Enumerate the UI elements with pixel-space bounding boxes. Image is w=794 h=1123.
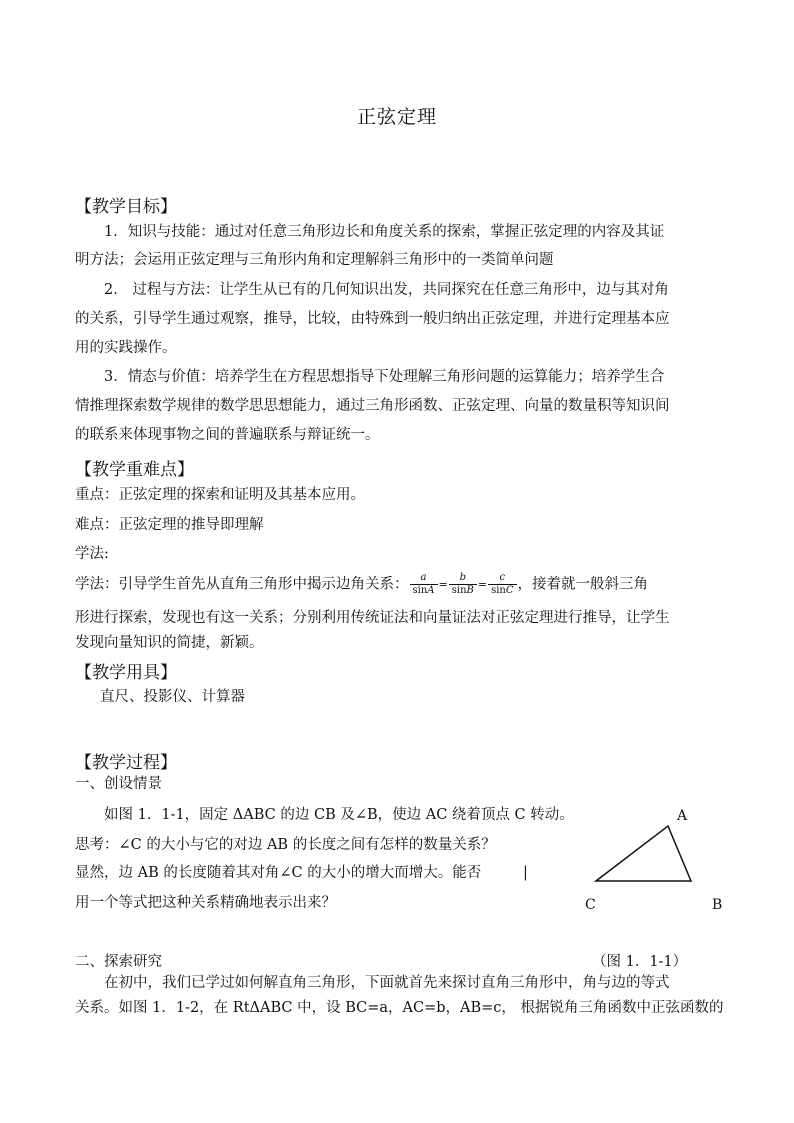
denominator-sin-a <box>410 585 438 597</box>
method-label: 学法: <box>75 546 109 562</box>
fraction-c-sin-c <box>488 572 516 597</box>
denominator-sin-c <box>488 585 516 597</box>
goal-3-line-1: 3．情态与价值：培养学生在方程思想指导下处理解三角形问题的运算能力；培养学生合 <box>104 369 665 385</box>
figure-caption: （图 1．1-1） <box>592 954 688 970</box>
scenario-line-2: 思考：∠C 的大小与它的对边 AB 的长度之间有怎样的数量关系？ <box>75 837 496 853</box>
equals-sign: = <box>477 578 488 591</box>
exploration-line-2: 关系。如图 1．1-2，在 RtΔABC 中，设 BC=a，AC=b，AB=c， 根据锐角三角函数中正弦函数的 <box>75 1000 724 1016</box>
goal-1-line-1: 1．知识与技能：通过对任意三角形边长和角度关系的探索，掌握正弦定理的内容及其证 <box>104 224 665 240</box>
goal-3-line-2: 情推理探索数学规律的数学思思想能力，通过三角形函数、正弦定理、向量的数量积等知识间 <box>75 398 670 414</box>
vertex-label-a: A <box>677 808 688 824</box>
text-cursor: | <box>523 865 528 881</box>
section-heading-key-points: 【教学重难点】 <box>75 460 194 480</box>
angle-a: A <box>427 585 435 596</box>
equals-sign: = <box>438 578 448 591</box>
method-text-before: 学法：引导学生首先从直角三角形中揭示边角关系： <box>75 576 409 593</box>
triangle-abc <box>596 826 691 881</box>
sin-fn: sin <box>491 585 506 596</box>
goal-2-line-2: 的关系，引导学生通过观察，推导，比较，由特殊到一般归纳出正弦定理，并进行定理基本应 <box>75 311 670 327</box>
scenario-line-1: 如图 1．1-1，固定 ΔABC 的边 CB 及∠B，使边 AC 绕着顶点 C 转动。 <box>104 807 574 823</box>
focus-text: 重点：正弦定理的探索和证明及其基本应用。 <box>75 487 365 503</box>
vertex-label-b: B <box>712 897 723 913</box>
scenario-line-4: 用一个等式把这种关系精确地表示出来？ <box>75 895 336 911</box>
method-line-2: 形进行探索，发现也有这一关系；分别利用传统证法和向量证法对正弦定理进行推导，让学生 <box>75 610 670 626</box>
numerator-c: c <box>488 572 516 585</box>
goal-2-line-3: 用的实践操作。 <box>75 340 177 356</box>
vertex-label-c: C <box>585 897 596 913</box>
triangle-figure <box>560 800 740 920</box>
goal-1-line-2: 明方法；会运用正弦定理与三角形内角和定理解斜三角形中的一类简单问题 <box>75 252 554 268</box>
section-heading-tools: 【教学用具】 <box>75 663 177 683</box>
goal-2-line-1: 2． 过程与方法：让学生从已有的几何知识出发，共同探究在任意三角形中，边与其对角 <box>104 282 669 298</box>
section-heading-goals: 【教学目标】 <box>75 197 177 217</box>
goal-3-line-3: 的联系来体现事物之间的普遍联系与辩证统一。 <box>75 427 380 443</box>
numerator-a: a <box>410 572 438 585</box>
angle-c: C <box>505 585 514 596</box>
subsection-scenario: 一、创设情景 <box>75 776 162 792</box>
tools-text: 直尺、投影仪、计算器 <box>100 689 245 705</box>
section-heading-process: 【教学过程】 <box>75 753 177 773</box>
method-line-3: 发现向量知识的简捷，新颖。 <box>75 635 264 651</box>
method-text-after: ，接着就一般斜三角 <box>517 576 649 593</box>
fraction-b-sin-b <box>449 572 477 597</box>
subsection-exploration: 二、探索研究 <box>75 954 162 970</box>
numerator-b: b <box>449 572 477 585</box>
page-title: 正弦定理 <box>356 106 437 128</box>
denominator-sin-b <box>449 585 477 597</box>
scenario-line-3: 显然，边 AB 的长度随着其对角∠C 的大小的增大而增大。能否 <box>75 865 482 881</box>
angle-b: B <box>466 585 474 596</box>
fraction-a-sin-a <box>410 572 438 597</box>
difficulty-text: 难点：正弦定理的推导即理解 <box>75 517 264 533</box>
exploration-line-1: 在初中，我们已学过如何解直角三角形，下面就首先来探讨直角三角形中，角与边的等式 <box>104 975 670 991</box>
sin-fn: sin <box>412 585 428 596</box>
sin-fn: sin <box>451 585 467 596</box>
method-line-1 <box>75 572 648 597</box>
